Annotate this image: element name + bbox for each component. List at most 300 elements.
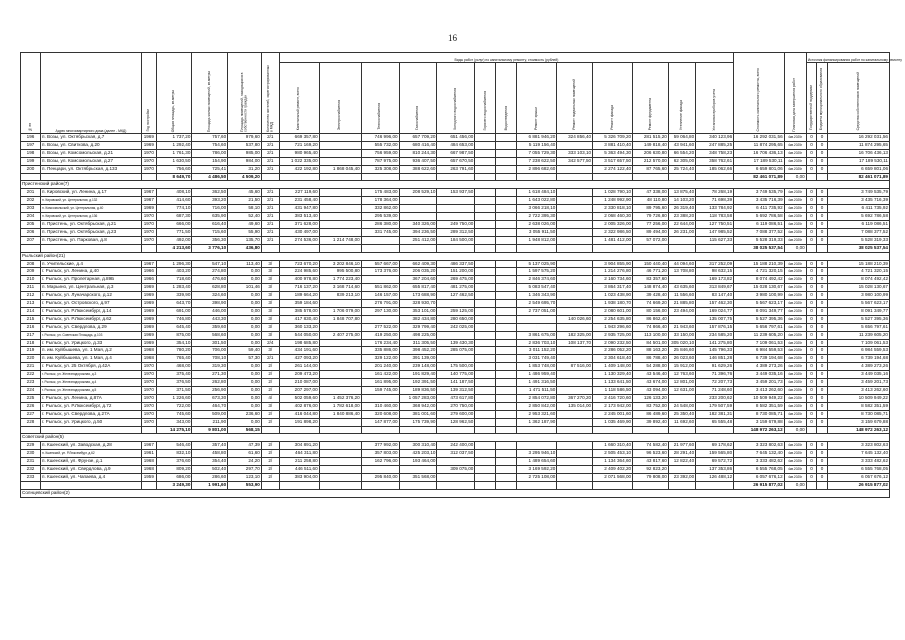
table-row	[21, 157, 890, 165]
cell-c4: 1 057 283,00	[399, 394, 437, 402]
total-empty-cell	[696, 173, 734, 181]
cell-c9	[557, 189, 593, 197]
cell-c3: 295 539,00	[361, 213, 399, 221]
cell-s3: 15 188 210,39	[827, 260, 889, 268]
cell-c12: 24 548,00	[668, 402, 695, 410]
cell-c10: 2 304 618,40	[593, 355, 633, 363]
total-a2: 1 991,60	[192, 481, 228, 489]
cell-c13: 127 750,51	[696, 220, 734, 228]
cell-c10: 2 160 734,60	[593, 276, 633, 284]
cell-a4: 2/1	[261, 189, 279, 197]
capital-repair-table-wrapper	[20, 52, 902, 498]
cell-c5	[437, 300, 475, 308]
cell-s3: 15 028 130,67	[827, 284, 889, 292]
cell-s3: 8 582 351,59	[827, 402, 889, 410]
cell-c13: 358 762,61	[696, 157, 734, 165]
cell-c4: 498 225,00	[399, 331, 437, 339]
capital-repair-table	[20, 52, 902, 498]
table-row	[21, 307, 890, 315]
cell-addr: п. им. Куйбышева, ул. 1 Мая, д.2	[40, 347, 141, 355]
total-empty-cell	[319, 426, 361, 434]
cell-n: 201	[21, 189, 41, 197]
cell-c9	[557, 141, 593, 149]
cell-c1: 210 087,00	[279, 379, 319, 387]
cell-total: 3 323 802,63	[734, 442, 784, 450]
cell-addr: п. Возы, ул. Свиткова, д.20	[40, 141, 141, 149]
cell-c11: 47 338,00	[633, 189, 669, 197]
cell-addr: п. Пристень, ул. Октябрьская, д.23	[40, 228, 141, 236]
cell-s2: 0	[817, 418, 828, 426]
cell-a2: 301,50	[192, 339, 228, 347]
total-s1: 0,00	[784, 173, 806, 181]
cell-n: 212	[21, 292, 41, 300]
cell-c8: 1 489 654,60	[517, 458, 557, 466]
total-empty-cell	[593, 244, 633, 252]
cell-c2	[319, 347, 361, 355]
cell-n: 224	[21, 387, 41, 395]
cell-a2: 635,90	[192, 213, 228, 221]
cell-c6	[475, 387, 496, 395]
cell-c8: 2 836 703,10	[517, 339, 557, 347]
cell-a3: 0,00	[228, 394, 262, 402]
cell-c1: 980 965,40	[279, 149, 319, 157]
cell-addr: г. Рыльск, ул. Ленина, д.87А	[40, 394, 141, 402]
cell-s1: 0	[806, 466, 817, 474]
cell-s3: 10 509 949,22	[827, 394, 889, 402]
cell-c12: 11 692,60	[668, 418, 695, 426]
cell-year: 1966	[141, 276, 156, 284]
cell-c3: 756 959,00	[361, 149, 399, 157]
cell-c11: 57 072,00	[633, 236, 669, 244]
cell-c12: 12 822,40	[668, 458, 695, 466]
cell-a1: 1 226,60	[156, 394, 192, 402]
cell-c6	[475, 331, 496, 339]
cell-dt: 4кв.2025г	[784, 331, 806, 339]
cell-c7	[496, 450, 517, 458]
cell-s1: 0	[806, 442, 817, 450]
cell-a2: 154,90	[192, 157, 228, 165]
total-empty-cell	[399, 481, 437, 489]
total-empty-cell	[633, 481, 669, 489]
cell-s2: 0	[817, 347, 828, 355]
cell-c4: 311 305,50	[399, 339, 437, 347]
cell-dt: 4кв.2025г	[784, 300, 806, 308]
cell-dt: 4кв.2025г	[784, 379, 806, 387]
cell-a2: 274,80	[192, 268, 228, 276]
cell-addr: п. Марьино, ул. Центральная, д.3	[40, 284, 141, 292]
cell-c5: 280 650,00	[437, 315, 475, 323]
cell-year: 1969	[141, 205, 156, 213]
cell-c13: 179 507,59	[696, 402, 734, 410]
cell-c4: 388 622,60	[399, 165, 437, 173]
cell-c13: 83 147,40	[696, 292, 734, 300]
cell-c6	[475, 300, 496, 308]
cell-a3: 0,00	[228, 268, 262, 276]
cell-n: 207	[21, 236, 41, 244]
cell-c4: 391 139,00	[399, 355, 437, 363]
table-row	[21, 189, 890, 197]
cell-c4: 328 930,70	[399, 300, 437, 308]
cell-c9: 108 137,70	[557, 339, 593, 347]
cell-a1: 492,00	[156, 236, 192, 244]
cell-c4: 206 035,20	[399, 268, 437, 276]
cell-c6	[475, 228, 496, 236]
cell-s2: 0	[817, 473, 828, 481]
cell-c7	[496, 141, 517, 149]
cell-c4: 810 244,30	[399, 149, 437, 157]
cell-s3: 16 292 031,56	[827, 134, 889, 142]
cell-a1: 686,00	[156, 473, 192, 481]
cell-s1: 0	[806, 268, 817, 276]
cell-c10: 2 274 122,40	[593, 165, 633, 173]
cell-c7	[496, 157, 517, 165]
total-empty-cell	[496, 173, 517, 181]
cell-n: 222	[21, 371, 41, 379]
cell-s3: 3 323 802,63	[827, 442, 889, 450]
cell-c12: 13 875,40	[668, 189, 695, 197]
cell-c5: 269 475,00	[437, 276, 475, 284]
cell-c1: 191 898,20	[279, 418, 319, 426]
cell-a1: 354,10	[156, 339, 192, 347]
total-empty-cell	[399, 426, 437, 434]
total-a2: 3 776,10	[192, 244, 228, 252]
cell-c1: 198 685,80	[279, 339, 319, 347]
table-row	[21, 292, 890, 300]
table-row	[21, 300, 890, 308]
total-s1: 0,00	[784, 244, 806, 252]
cell-c11: 74 669,20	[633, 300, 669, 308]
cell-c3: 201 240,00	[361, 363, 399, 371]
cell-c12: 26 023,60	[668, 355, 695, 363]
cell-n: 229	[21, 442, 41, 450]
total-empty-cell	[806, 426, 817, 434]
col-work-12: Утепление фасада	[668, 63, 695, 134]
total-s1: 0,00	[784, 481, 806, 489]
cell-s2: 0	[817, 315, 828, 323]
cell-c8: 2 854 072,80	[517, 394, 557, 402]
cell-c5: 153 937,50	[437, 189, 475, 197]
cell-c9: 324 856,40	[557, 134, 593, 142]
cell-c9: 333 103,10	[557, 149, 593, 157]
total-empty-cell	[817, 173, 828, 181]
cell-s3: 6 411 735,92	[827, 205, 889, 213]
cell-c13: 169 024,77	[696, 307, 734, 315]
cell-c12: 21 977,60	[668, 442, 695, 450]
cell-c9	[557, 300, 593, 308]
cell-c6	[475, 458, 496, 466]
cell-c10: 1 214 276,80	[593, 268, 633, 276]
cell-c5: 140 775,00	[437, 371, 475, 379]
cell-n: 214	[21, 307, 41, 315]
total-empty-cell	[279, 244, 319, 252]
cell-a1: 403,20	[156, 268, 192, 276]
total-empty-cell	[279, 426, 319, 434]
cell-c3: 295 840,00	[361, 473, 399, 481]
cell-c12: 12 631,00	[668, 387, 695, 395]
cell-addr: п. Возы, ул. Октябрьская, д.7	[40, 134, 141, 142]
cell-c9	[557, 418, 593, 426]
cell-c1: 723 670,20	[279, 260, 319, 268]
cell-c11: 148 874,40	[633, 284, 669, 292]
cell-c11: 83 357,60	[633, 276, 669, 284]
cell-c1: 385 578,00	[279, 307, 319, 315]
cell-dt: 4кв.2025г	[784, 236, 806, 244]
cell-a4: 3/	[261, 260, 279, 268]
cell-year: 1967	[141, 189, 156, 197]
cell-s1: 0	[806, 165, 817, 173]
cell-c6	[475, 157, 496, 165]
total-a3: 568,15	[228, 426, 262, 434]
total-a2: 9 801,00	[192, 426, 228, 434]
cell-c10: 2 068 460,30	[593, 213, 633, 221]
cell-s1: 0	[806, 339, 817, 347]
cell-total: 7 109 061,53	[734, 339, 784, 347]
cell-total: 6 739 194,68	[734, 355, 784, 363]
cell-c5: 184 500,00	[437, 236, 475, 244]
cell-year: 1967	[141, 260, 156, 268]
cell-c4: 189 836,50	[399, 387, 437, 395]
cell-n: 211	[21, 284, 41, 292]
cell-dt: 4кв.2025г	[784, 141, 806, 149]
cell-c1: 360 133,20	[279, 323, 319, 331]
cell-dt: 4кв.2025г	[784, 339, 806, 347]
cell-s2: 0	[817, 157, 828, 165]
cell-s3: 3 333 482,62	[827, 458, 889, 466]
table-row	[21, 442, 890, 450]
cell-year: 1970	[141, 363, 156, 371]
cell-c3: 173 376,00	[361, 268, 399, 276]
cell-c5: 481 275,00	[437, 284, 475, 292]
cell-c4: 208 529,10	[399, 189, 437, 197]
total-empty-cell	[593, 426, 633, 434]
cell-c10: 2 254 635,80	[593, 315, 633, 323]
total-empty-cell	[517, 244, 557, 252]
cell-total: 8 091 349,77	[734, 307, 784, 315]
cell-c11: 43 817,60	[633, 458, 669, 466]
cell-year: 1970	[141, 165, 156, 173]
section-header-row	[21, 252, 890, 260]
col-work-11: Ремонт фундамента	[633, 63, 669, 134]
cell-s3: 7 109 061,53	[827, 339, 889, 347]
cell-c10: 2 409 402,20	[593, 466, 633, 474]
cell-c2	[319, 323, 361, 331]
cell-c4: 351 568,00	[399, 473, 437, 481]
cell-a2: 262,80	[192, 379, 228, 387]
total-empty-cell	[668, 244, 695, 252]
cell-c12: 305 020,10	[668, 339, 695, 347]
cell-s3: 3 980 100,99	[827, 292, 889, 300]
cell-c2	[319, 371, 361, 379]
cell-total: 7 645 132,40	[734, 450, 784, 458]
cell-a2: 446,00	[192, 307, 228, 315]
cell-c8: 2 896 682,60	[517, 165, 557, 173]
cell-a1: 745,60	[156, 410, 192, 418]
cell-c2	[319, 466, 361, 474]
cell-c12: 26 231,00	[668, 228, 695, 236]
cell-a2: 211,90	[192, 418, 228, 426]
cell-s3: 5 567 623,17	[827, 300, 889, 308]
cell-c13: 135 007,75	[696, 315, 734, 323]
cell-c7	[496, 466, 517, 474]
cell-s1: 0	[806, 418, 817, 426]
cell-year: 1969	[141, 323, 156, 331]
cell-c4: 398 452,20	[399, 347, 437, 355]
cell-dt: 4кв.2025г	[784, 228, 806, 236]
cell-s3: 7 645 132,40	[827, 450, 889, 458]
cell-s3: 17 189 530,11	[827, 157, 889, 165]
cell-c1: 400 978,80	[279, 276, 319, 284]
cell-c6	[475, 315, 496, 323]
cell-c13: 234 585,20	[696, 331, 734, 339]
cell-c8: 1 597 575,20	[517, 268, 557, 276]
cell-a4: 2/	[261, 371, 279, 379]
cell-a2: 754,60	[192, 141, 228, 149]
cell-c1: 402 876,00	[279, 402, 319, 410]
cell-c4	[399, 466, 437, 474]
section-total-row	[21, 173, 890, 181]
cell-c13: 65 555,48	[696, 418, 734, 426]
cell-c4: 394 236,50	[399, 228, 437, 236]
cell-c5: 486 337,50	[437, 260, 475, 268]
cell-c11: 48 110,80	[633, 197, 669, 205]
total-empty-cell	[21, 173, 41, 181]
total-a1: 4 213,60	[156, 244, 192, 252]
cell-dt: 4кв.2025г	[784, 473, 806, 481]
cell-a3: 0,00	[228, 379, 262, 387]
cell-c3	[361, 315, 399, 323]
cell-a1: 1 292,40	[156, 141, 192, 149]
cell-dt: 4кв.2025г	[784, 268, 806, 276]
cell-c11: 86 862,40	[633, 315, 669, 323]
cell-a4: 2/1	[261, 149, 279, 157]
cell-a4: 3/	[261, 284, 279, 292]
cell-addr: г. Рыльск, ул. 25 Октября, д.42А	[40, 363, 141, 371]
total-empty-cell	[475, 173, 496, 181]
cell-c4: 193 464,00	[399, 458, 437, 466]
cell-s1: 0	[806, 394, 817, 402]
cell-a2: 616,40	[192, 220, 228, 228]
cell-s3: 3 749 535,79	[827, 189, 889, 197]
total-empty-cell	[261, 426, 279, 434]
cell-s1: 0	[806, 141, 817, 149]
cell-c4: 353 101,00	[399, 307, 437, 315]
cell-c2	[319, 157, 361, 165]
cell-a2: 464,70	[192, 402, 228, 410]
cell-total: 6 057 676,12	[734, 473, 784, 481]
table-row	[21, 268, 890, 276]
cell-c8	[517, 315, 557, 323]
section-total-row	[21, 426, 890, 434]
cell-c1: 464 311,80	[279, 450, 319, 458]
cell-a2: 398,90	[192, 300, 228, 308]
cell-c10: 5 326 709,20	[593, 134, 633, 142]
cell-c4: 192 391,50	[399, 379, 437, 387]
total-empty-cell	[496, 426, 517, 434]
cell-c10: 1 660 310,40	[593, 442, 633, 450]
cell-a1: 546,40	[156, 442, 192, 450]
col-work-1: Капитальный ремонт, всего	[279, 63, 319, 134]
cell-total: 16 292 031,56	[734, 134, 784, 142]
cell-dt: 4кв.2025г	[784, 323, 806, 331]
cell-a3: 135,70	[228, 236, 262, 244]
cell-c3	[361, 394, 399, 402]
cell-c3: 555 732,00	[361, 141, 399, 149]
cell-a3: 0,00	[228, 339, 262, 347]
cell-a1: 875,00	[156, 331, 192, 339]
col-year: Год постройки	[141, 53, 156, 134]
cell-s1: 0	[806, 300, 817, 308]
cell-c10: 2 173 942,00	[593, 402, 633, 410]
cell-year: 1968	[141, 355, 156, 363]
cell-a4: 2/	[261, 473, 279, 481]
cell-s3: 3 435 716,39	[827, 197, 889, 205]
cell-a1: 756,60	[156, 165, 192, 173]
cell-dt: 4кв.2025г	[784, 410, 806, 418]
total-empty-cell	[696, 481, 734, 489]
total-empty-cell	[279, 173, 319, 181]
cell-c6	[475, 189, 496, 197]
cell-c9: 140 026,60	[557, 315, 593, 323]
cell-year: 1967	[141, 442, 156, 450]
cell-dt: 4кв.2025г	[784, 371, 806, 379]
cell-total: 3 333 482,62	[734, 458, 784, 466]
col-work-6: Горячего водоснабжения	[475, 63, 496, 134]
table-row	[21, 205, 890, 213]
cell-c10: 2 005 326,00	[593, 220, 633, 228]
table-row	[21, 315, 890, 323]
cell-c2	[319, 458, 361, 466]
cell-a2: 715,60	[192, 228, 228, 236]
cell-c6	[475, 197, 496, 205]
table-row	[21, 394, 890, 402]
cell-c5	[437, 458, 475, 466]
cell-total: 3 413 262,60	[734, 387, 784, 395]
cell-c4: 340 326,00	[399, 220, 437, 228]
cell-c12	[668, 236, 695, 244]
cell-c8: 2 722 395,30	[517, 213, 557, 221]
cell-c13: 313 849,67	[696, 284, 734, 292]
cell-total: 17 189 530,11	[734, 157, 784, 165]
cell-c5: 484 653,00	[437, 141, 475, 149]
cell-total: 7 088 377,52	[734, 228, 784, 236]
cell-c5: 242 025,00	[437, 323, 475, 331]
cell-c8: 3 066 218,10	[517, 205, 557, 213]
cell-s2: 0	[817, 197, 828, 205]
cell-c12	[668, 394, 695, 402]
total-empty-cell	[437, 426, 475, 434]
cell-s3: 11 874 295,65	[827, 141, 889, 149]
cell-year: 1970	[141, 371, 156, 379]
cell-c3: 332 862,00	[361, 205, 399, 213]
cell-total: 6 659 801,06	[734, 165, 784, 173]
cell-c13: 115 627,33	[696, 236, 734, 244]
cell-c8: 2 737 051,00	[517, 307, 557, 315]
cell-a2: 502,40	[192, 466, 228, 474]
cell-s3: 4 389 273,26	[827, 363, 889, 371]
total-empty-cell	[817, 481, 828, 489]
cell-a2: 286,60	[192, 473, 228, 481]
cell-c5: 242 400,00	[437, 442, 475, 450]
cell-year: 1966	[141, 268, 156, 276]
cell-year: 1970	[141, 410, 156, 418]
cell-c12: 43 941,60	[668, 141, 695, 149]
total-empty-cell	[319, 244, 361, 252]
cell-s1: 0	[806, 347, 817, 355]
cell-c13: 340 123,96	[696, 134, 734, 142]
cell-a4: 2/1	[261, 213, 279, 221]
cell-c5: 139 312,50	[437, 387, 475, 395]
col-no: № пп	[21, 53, 41, 134]
